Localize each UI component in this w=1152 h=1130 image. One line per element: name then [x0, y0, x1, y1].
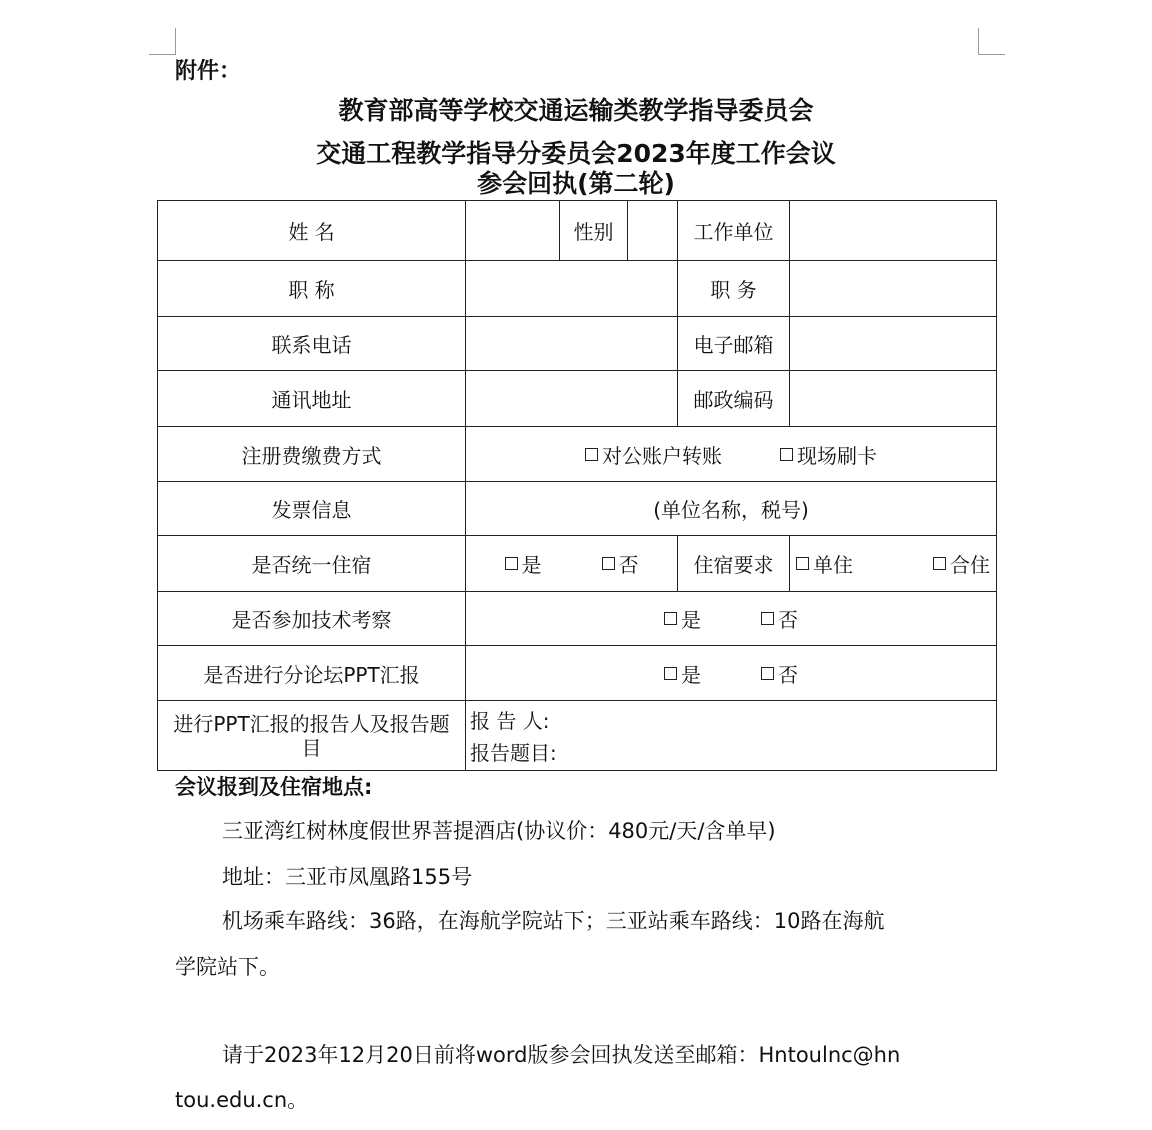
work-unit-label: 工作单位	[678, 201, 790, 261]
tech-visit-no-option[interactable]: 否	[761, 604, 798, 633]
ppt-report-yes-option[interactable]: 是	[664, 659, 701, 688]
table-row	[158, 261, 997, 317]
checkbox-icon[interactable]	[761, 612, 774, 625]
table-row	[158, 371, 997, 427]
bus-route-line2: 学院站下。	[175, 955, 280, 979]
work-unit-field[interactable]	[790, 201, 997, 261]
lodging-requirement-options	[790, 536, 997, 592]
invoice-field[interactable]: (单位名称，税号)	[466, 482, 997, 536]
unified-lodging-label: 是否统一住宿	[158, 536, 466, 592]
attachment-label: 附件：	[175, 59, 242, 84]
invoice-label: 发票信息	[158, 482, 466, 536]
address-label: 通讯地址	[158, 371, 466, 427]
hotel-address: 地址：三亚市凤凰路155号	[222, 865, 473, 889]
reporter-label: 报 告 人:	[470, 709, 550, 733]
lodging-no-option[interactable]: 否	[602, 549, 639, 578]
registration-form-table	[157, 200, 997, 771]
hotel-info: 三亚湾红树林度假世界菩提酒店(协议价：480元/天/含单早)	[222, 819, 776, 843]
page-corner-mark-left	[149, 28, 176, 55]
report-topic-label: 报告题目:	[470, 741, 557, 765]
document-title-line1: 教育部高等学校交通运输类教学指导委员会	[338, 96, 814, 125]
submission-notice-line2: tou.edu.cn。	[175, 1088, 309, 1112]
single-room-option[interactable]: 单住	[796, 549, 853, 578]
table-row	[158, 646, 997, 701]
table-row	[158, 536, 997, 592]
checkbox-icon[interactable]	[796, 557, 809, 570]
document-title-line3: 参会回执(第二轮)	[477, 169, 675, 198]
lodging-requirement-label: 住宿要求	[678, 536, 790, 592]
name-label: 姓 名	[158, 201, 466, 261]
table-row	[158, 482, 997, 536]
checkbox-icon[interactable]	[933, 557, 946, 570]
tech-visit-label: 是否参加技术考察	[158, 592, 466, 646]
email-label: 电子邮箱	[678, 317, 790, 371]
gender-field[interactable]	[628, 201, 678, 261]
postcode-label: 邮政编码	[678, 371, 790, 427]
position-label: 职 务	[678, 261, 790, 317]
tech-visit-yes-option[interactable]: 是	[664, 604, 701, 633]
ppt-report-label: 是否进行分论坛PPT汇报	[158, 646, 466, 701]
tech-visit-options	[466, 592, 997, 646]
checkbox-icon[interactable]	[664, 612, 677, 625]
table-row	[158, 201, 997, 261]
ppt-report-no-option[interactable]: 否	[761, 659, 798, 688]
submission-notice-line1: 请于2023年12月20日前将word版参会回执发送至邮箱：Hntoulnc@hn	[222, 1043, 901, 1067]
address-field[interactable]	[466, 371, 678, 427]
phone-field[interactable]	[466, 317, 678, 371]
phone-label: 联系电话	[158, 317, 466, 371]
name-field[interactable]	[466, 201, 560, 261]
checkbox-icon[interactable]	[780, 448, 793, 461]
job-title-label: 职 称	[158, 261, 466, 317]
checkbox-icon[interactable]	[602, 557, 615, 570]
payment-method-label: 注册费缴费方式	[158, 427, 466, 482]
ppt-report-options	[466, 646, 997, 701]
checkbox-icon[interactable]	[585, 448, 598, 461]
checkbox-icon[interactable]	[505, 557, 518, 570]
table-row	[158, 427, 997, 482]
postcode-field[interactable]	[790, 371, 997, 427]
unified-lodging-options	[466, 536, 678, 592]
position-field[interactable]	[790, 261, 997, 317]
document-title-line2: 交通工程教学指导分委员会2023年度工作会议	[316, 139, 836, 168]
checkbox-icon[interactable]	[664, 667, 677, 680]
reporter-section-label: 进行PPT汇报的报告人及报告题目	[158, 701, 466, 771]
job-title-field[interactable]	[466, 261, 678, 317]
email-field[interactable]	[790, 317, 997, 371]
lodging-yes-option[interactable]: 是	[505, 549, 542, 578]
checkbox-icon[interactable]	[761, 667, 774, 680]
bus-route-line1: 机场乘车路线：36路，在海航学院站下；三亚站乘车路线：10路在海航	[222, 909, 885, 933]
shared-room-option[interactable]: 合住	[933, 549, 990, 578]
table-row	[158, 317, 997, 371]
payment-card-option[interactable]: 现场刷卡	[780, 440, 877, 469]
table-row	[158, 701, 997, 771]
reporter-info-field[interactable]	[466, 701, 997, 771]
payment-method-options	[466, 427, 997, 482]
page-corner-mark-right	[978, 28, 1005, 55]
payment-transfer-option[interactable]: 对公账户转账	[585, 440, 722, 469]
venue-heading: 会议报到及住宿地点:	[175, 775, 373, 799]
gender-label: 性别	[560, 201, 628, 261]
table-row	[158, 592, 997, 646]
